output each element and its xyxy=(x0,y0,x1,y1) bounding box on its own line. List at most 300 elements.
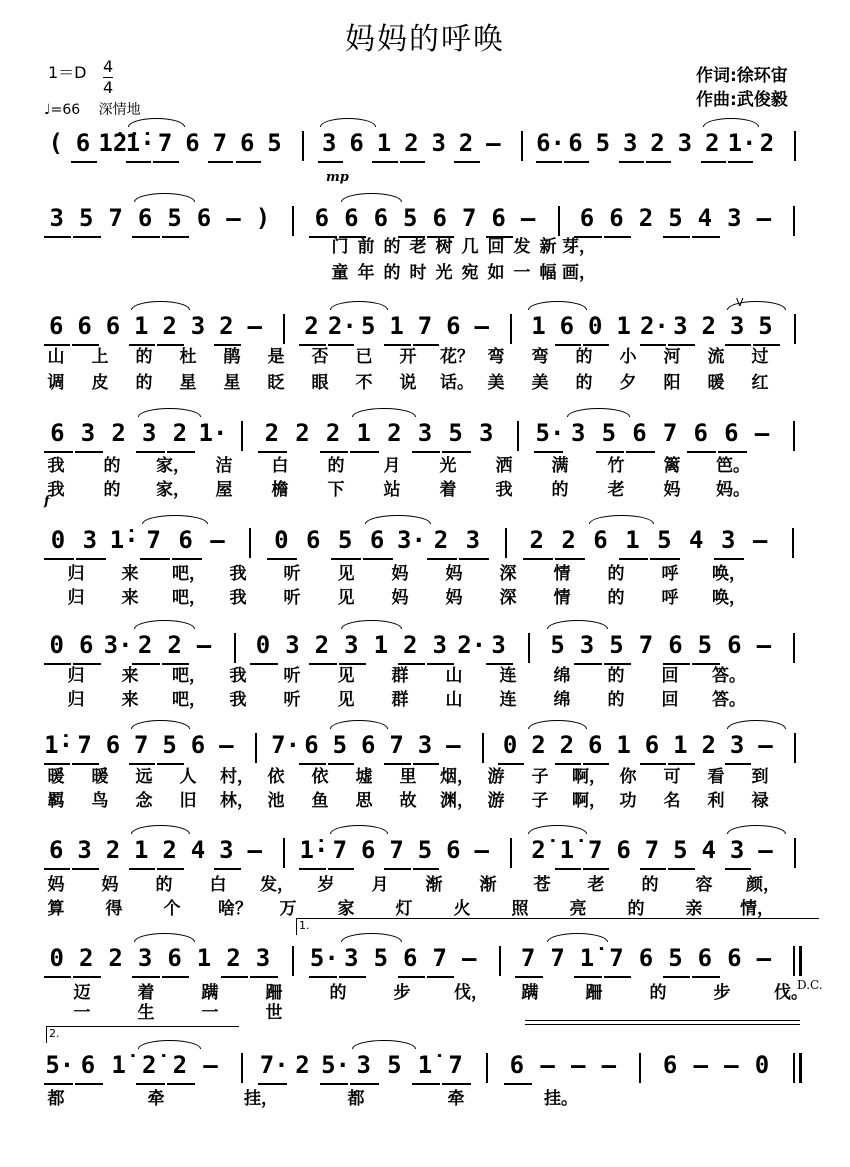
note: 6 xyxy=(668,631,683,659)
slur xyxy=(134,620,195,629)
lyric-char: 归 xyxy=(67,588,85,608)
lyric-char: 利 xyxy=(707,791,725,811)
beam-underline xyxy=(515,976,542,978)
note: 0 xyxy=(49,944,64,972)
beam-underline xyxy=(619,558,649,560)
lyric-char: 来 xyxy=(121,588,139,608)
barline xyxy=(510,314,512,344)
note: 3 xyxy=(344,631,359,659)
barline xyxy=(528,633,530,663)
lyric-char: 河 xyxy=(663,347,681,367)
note: — xyxy=(756,204,772,232)
beam-underline xyxy=(44,976,71,978)
lyric-row xyxy=(0,587,850,609)
note: 6 xyxy=(77,312,92,340)
note: 6 xyxy=(446,312,461,340)
lyric-char: 暖 xyxy=(707,373,725,393)
lyric-char: 夕 xyxy=(619,373,637,393)
note: 6 xyxy=(616,836,631,864)
note: 7 xyxy=(212,129,228,157)
lyric-char: 我 xyxy=(229,564,247,584)
tempo-value: ♩=66 xyxy=(44,102,81,118)
beam-underline xyxy=(258,451,287,453)
lyric-char: 听 xyxy=(283,666,301,686)
lyric-char: 伐。 xyxy=(774,983,808,1003)
music-line-1 xyxy=(0,128,850,168)
note: — xyxy=(203,1051,218,1079)
lyricist: 作词:徐环宙 xyxy=(696,66,788,86)
beam-underline xyxy=(555,558,585,560)
lyric-char: 鸟 xyxy=(91,791,109,811)
note: — xyxy=(247,312,262,340)
lyric-char: 亲 xyxy=(685,899,703,919)
lyric-char: 花？ xyxy=(440,347,474,367)
lyric-char: 一 xyxy=(73,1003,91,1023)
lyric-char: 年 xyxy=(357,263,375,283)
beam-underline xyxy=(583,868,609,870)
note: — xyxy=(758,836,773,864)
note: 6 xyxy=(361,836,376,864)
lyric-char: 林， xyxy=(220,791,254,811)
lyric-row xyxy=(0,874,850,896)
beam-underline xyxy=(668,868,694,870)
lyric-char: 思 xyxy=(355,791,373,811)
beam-underline xyxy=(44,558,74,560)
note: 3 xyxy=(137,944,153,972)
note: 3 xyxy=(417,419,433,447)
note: — xyxy=(226,204,241,232)
lyric-char: 渐 xyxy=(479,875,497,895)
lyric-char: 妈 xyxy=(391,588,409,608)
lyric-char: 得 xyxy=(105,899,123,919)
beam-underline xyxy=(71,161,96,163)
lyric-char: 前 xyxy=(357,237,375,257)
note: 3 xyxy=(727,204,742,232)
beam-underline xyxy=(687,451,716,453)
note: 2 xyxy=(404,129,419,157)
note: 5 xyxy=(361,312,376,340)
beam-underline xyxy=(318,161,343,163)
lyric-char: 流 xyxy=(707,347,725,367)
note: 6 xyxy=(304,731,319,759)
lyric-char: 红 xyxy=(751,373,769,393)
note: 5 xyxy=(332,731,348,759)
note: — xyxy=(247,836,262,864)
note: 2 xyxy=(264,419,280,447)
lyric-char: 都 xyxy=(347,1089,365,1109)
note: 3 xyxy=(80,419,96,447)
beam-underline xyxy=(459,558,489,560)
slur xyxy=(341,620,402,629)
beam-underline xyxy=(583,763,609,765)
note: 6 xyxy=(178,526,193,554)
barline xyxy=(255,733,257,763)
lyric-char: 光 xyxy=(435,263,453,283)
lyric-char: 我 xyxy=(229,690,247,710)
lyric-char: 山 xyxy=(47,347,65,367)
beam-underline xyxy=(384,763,410,765)
barline xyxy=(794,733,796,763)
lyric-char: 着 xyxy=(137,983,155,1003)
lyric-row xyxy=(0,982,850,1004)
lyric-char: 的 xyxy=(329,983,347,1003)
beam-underline xyxy=(350,451,379,453)
slur xyxy=(320,118,377,127)
slur xyxy=(352,1040,415,1049)
note: 3 xyxy=(432,631,447,659)
beam-underline xyxy=(299,868,325,870)
beam-underline xyxy=(157,868,183,870)
note: 3 xyxy=(356,1051,371,1079)
beam-underline xyxy=(363,558,393,560)
lyric-char: 妈 xyxy=(391,564,409,584)
lyric-char: 妈 xyxy=(47,875,65,895)
slur xyxy=(134,933,195,942)
lyric-char: 亮 xyxy=(569,899,587,919)
slur xyxy=(330,720,389,729)
lyric-row xyxy=(0,898,850,920)
beam-underline xyxy=(534,451,563,453)
note: 6 xyxy=(80,1051,96,1079)
beam-underline xyxy=(72,763,98,765)
note: — xyxy=(210,526,225,554)
note: — xyxy=(219,731,234,759)
barline xyxy=(292,946,294,976)
beam-underline xyxy=(596,451,625,453)
barline xyxy=(234,633,236,663)
barline xyxy=(241,1053,243,1083)
barline xyxy=(283,838,285,868)
slur xyxy=(703,118,760,127)
barline xyxy=(482,733,484,763)
note: 1· xyxy=(727,129,757,157)
lyric-char: 绵 xyxy=(553,666,571,686)
lyric-char: 妈 xyxy=(663,480,681,500)
lyric-char: 话。 xyxy=(440,373,474,393)
lyric-char: 笆。 xyxy=(716,456,750,476)
note: 7· xyxy=(271,731,301,759)
lyric-char: 月 xyxy=(371,875,389,895)
lyric-char: 洒 xyxy=(495,456,513,476)
lyric-char: 否 xyxy=(311,347,329,367)
beam-underline xyxy=(44,451,73,453)
note: 5 xyxy=(550,631,565,659)
note: 3 xyxy=(729,836,745,864)
note: 1̇· xyxy=(109,526,139,554)
note: 7 xyxy=(461,204,477,232)
note: 5 xyxy=(601,419,617,447)
lyric-char: 你 xyxy=(619,767,637,787)
lyric-char: 都 xyxy=(47,1089,65,1109)
note: 3· xyxy=(397,526,426,554)
lyric-char: 门 xyxy=(331,237,349,257)
final-barline xyxy=(793,1053,802,1083)
lyric-char: 村， xyxy=(220,767,254,787)
lyric-row xyxy=(0,372,850,394)
note: 5 xyxy=(373,944,389,972)
lyric-char: 我 xyxy=(229,666,247,686)
slur xyxy=(727,825,786,834)
barline xyxy=(283,314,285,344)
note: 6 xyxy=(727,944,742,972)
note: 3 xyxy=(479,419,494,447)
note: 1 xyxy=(616,731,631,759)
lyric-char: 的 xyxy=(607,564,625,584)
beam-underline xyxy=(44,763,70,765)
note: 5 xyxy=(697,631,713,659)
lyric-row xyxy=(0,563,850,585)
lyric-row xyxy=(0,766,850,788)
note: 6 xyxy=(662,1051,678,1079)
beam-underline xyxy=(442,451,471,453)
key-signature: 1＝D xyxy=(48,63,87,82)
note: 1 xyxy=(673,731,688,759)
lyric-char: 子 xyxy=(531,767,549,787)
note: — xyxy=(446,731,461,759)
lyric-char: 的 xyxy=(627,899,645,919)
lyric-char: 我 xyxy=(47,456,65,476)
credits xyxy=(696,64,788,112)
note: 3 xyxy=(142,419,157,447)
note: 7 xyxy=(77,731,92,759)
note: 2· xyxy=(327,312,357,340)
beam-underline xyxy=(331,558,361,560)
music-line-7 xyxy=(0,730,850,770)
lyric-char: 家， xyxy=(156,480,190,500)
lyric-char: 听 xyxy=(283,588,301,608)
beam-underline xyxy=(299,763,325,765)
note: 2 xyxy=(529,526,544,554)
note: 2̇ xyxy=(531,836,546,864)
note: 6 xyxy=(369,526,385,554)
note: 3 xyxy=(622,129,638,157)
lyric-char: 的 xyxy=(607,588,625,608)
slur xyxy=(528,301,587,310)
lyric-row xyxy=(0,689,850,711)
lyric-char: 呼 xyxy=(661,564,679,584)
lyric-char: 答。 xyxy=(712,690,746,710)
note: 2 xyxy=(219,312,234,340)
note: 7 xyxy=(417,312,433,340)
lyric-char: 看 xyxy=(707,767,725,787)
note: 7 xyxy=(332,836,348,864)
note: — xyxy=(756,631,772,659)
slur xyxy=(131,720,190,729)
note: 1· xyxy=(198,419,228,447)
beam-underline xyxy=(76,558,106,560)
beam-underline xyxy=(339,976,366,978)
lyric-char: 人 xyxy=(179,767,197,787)
lyric-char: 时 xyxy=(409,263,427,283)
lyric-char: 调 xyxy=(47,373,65,393)
lyric-char: 妈 xyxy=(445,588,463,608)
lyric-char: 情， xyxy=(740,899,774,919)
final-barline xyxy=(793,946,802,976)
barline xyxy=(793,206,795,236)
lyric-char: 算 xyxy=(47,899,65,919)
note: 7 xyxy=(157,129,173,157)
barline xyxy=(521,131,523,161)
note: 3 xyxy=(417,731,433,759)
note: 3 xyxy=(729,312,745,340)
lyric-char: 檐 xyxy=(271,480,289,500)
note: 6 xyxy=(593,526,608,554)
note: 2 xyxy=(559,731,575,759)
note: 1 xyxy=(356,419,371,447)
barline xyxy=(499,946,501,976)
lyric-char: 鹃 xyxy=(223,347,241,367)
lyric-row xyxy=(0,1088,850,1110)
lyric-char: 一 xyxy=(201,1003,219,1023)
lyric-char: 弯 xyxy=(487,347,505,367)
lyric-char: 发 xyxy=(513,237,531,257)
beam-underline xyxy=(640,868,666,870)
music-line-5 xyxy=(0,525,850,565)
lyric-char: 墟 xyxy=(355,767,373,787)
lyric-char: 的 xyxy=(575,373,593,393)
note: 6· xyxy=(536,129,565,157)
lyric-char: 老 xyxy=(587,875,605,895)
lyric-char: 的 xyxy=(607,690,625,710)
lyric-char: 的 xyxy=(135,373,153,393)
lyric-char: 可 xyxy=(663,767,681,787)
lyric-char: 宛 xyxy=(461,263,479,283)
tempo-marking xyxy=(44,99,141,119)
note: 5 xyxy=(162,731,177,759)
beam-underline xyxy=(136,451,165,453)
page-title: 妈妈的呼唤 xyxy=(345,22,505,57)
note: 5· xyxy=(45,1051,75,1079)
lyric-char: 跚 xyxy=(265,983,283,1003)
beam-underline xyxy=(157,763,183,765)
lyric-row xyxy=(0,479,850,501)
note: 1̇· xyxy=(44,731,74,759)
beam-underline xyxy=(167,1083,196,1085)
note: 6 xyxy=(587,731,603,759)
note: 7 xyxy=(550,944,565,972)
slur xyxy=(352,408,415,417)
slur xyxy=(727,720,786,729)
beam-underline xyxy=(250,976,277,978)
beam-underline xyxy=(650,558,680,560)
note: 3 xyxy=(285,631,300,659)
note: 3 xyxy=(579,631,595,659)
beam-underline xyxy=(320,1083,349,1085)
lyric-row xyxy=(0,665,850,687)
note: — xyxy=(486,129,501,157)
beam-underline xyxy=(126,161,151,163)
beam-underline xyxy=(214,868,240,870)
note: 5 xyxy=(337,526,353,554)
beam-underline xyxy=(328,868,354,870)
barline xyxy=(249,528,251,558)
note: 5 xyxy=(403,204,418,232)
note: 1̇2̇ xyxy=(98,129,128,157)
note: — xyxy=(474,836,489,864)
note: 1 xyxy=(196,944,212,972)
lyric-char: 吧， xyxy=(172,564,206,584)
note: 0 xyxy=(255,631,271,659)
note: 4 xyxy=(689,526,704,554)
beam-underline xyxy=(136,1083,165,1085)
beam-underline xyxy=(172,558,202,560)
lyric-char: 名 xyxy=(663,791,681,811)
note: 6 xyxy=(609,204,624,232)
note: 1̇ xyxy=(417,1051,433,1079)
note: 0 xyxy=(754,1051,770,1079)
beam-underline xyxy=(208,161,233,163)
beam-underline xyxy=(604,976,631,978)
beam-underline xyxy=(44,868,70,870)
note: 6 xyxy=(403,944,418,972)
lyric-char: 啥？ xyxy=(218,899,252,919)
note: — xyxy=(474,312,489,340)
lyric-char: 听 xyxy=(283,564,301,584)
note: 3 xyxy=(465,526,481,554)
lyric-char: 白 xyxy=(271,456,289,476)
note: 1 xyxy=(625,526,640,554)
lyric-char: 我 xyxy=(47,480,65,500)
note: 2 xyxy=(162,836,177,864)
lyric-char: 步 xyxy=(713,983,731,1003)
lyric-row xyxy=(0,236,850,258)
note: 6 xyxy=(344,204,359,232)
note: 5 xyxy=(267,129,282,157)
slur xyxy=(567,408,630,417)
note: — xyxy=(540,1051,555,1079)
da-capo-mark: D.C. xyxy=(797,978,823,992)
note: 6 xyxy=(48,836,64,864)
note: 5 xyxy=(609,631,624,659)
beam-underline xyxy=(413,868,439,870)
lyric-char: 山 xyxy=(445,666,463,686)
beam-underline xyxy=(668,763,694,765)
lyric-char: 游 xyxy=(487,791,505,811)
lyric-char: 挂。 xyxy=(544,1089,578,1109)
note: 6 xyxy=(349,129,364,157)
barline xyxy=(794,838,796,868)
lyric-char: 鱼 xyxy=(311,791,329,811)
note: 3 xyxy=(77,836,92,864)
note: 3 xyxy=(677,129,693,157)
note: 3 xyxy=(344,944,359,972)
note: — xyxy=(724,1051,739,1079)
slur xyxy=(589,515,655,524)
lyric-char: 绵 xyxy=(553,690,571,710)
note: 6 xyxy=(697,944,713,972)
note: 2 xyxy=(705,129,720,157)
lyric-char: 念 xyxy=(135,791,153,811)
beam-underline xyxy=(153,161,178,163)
lyric-char: 的 xyxy=(649,983,667,1003)
lyric-char: 来 xyxy=(121,666,139,686)
lyric-char: 开 xyxy=(399,347,417,367)
lyric-char: 洁 xyxy=(215,456,233,476)
note: 1̇· xyxy=(125,129,155,157)
note: 6 xyxy=(239,129,255,157)
beam-underline xyxy=(221,976,248,978)
note: 2 xyxy=(105,836,121,864)
note: 3 xyxy=(255,944,271,972)
music-line-6 xyxy=(0,630,850,670)
barline xyxy=(793,633,795,663)
slur xyxy=(128,118,185,127)
lyric-char: 弯 xyxy=(531,347,549,367)
lyric-char: 回 xyxy=(487,237,505,257)
note: 1̇ xyxy=(579,944,595,972)
beam-underline xyxy=(574,976,601,978)
note: 7 xyxy=(448,1051,463,1079)
